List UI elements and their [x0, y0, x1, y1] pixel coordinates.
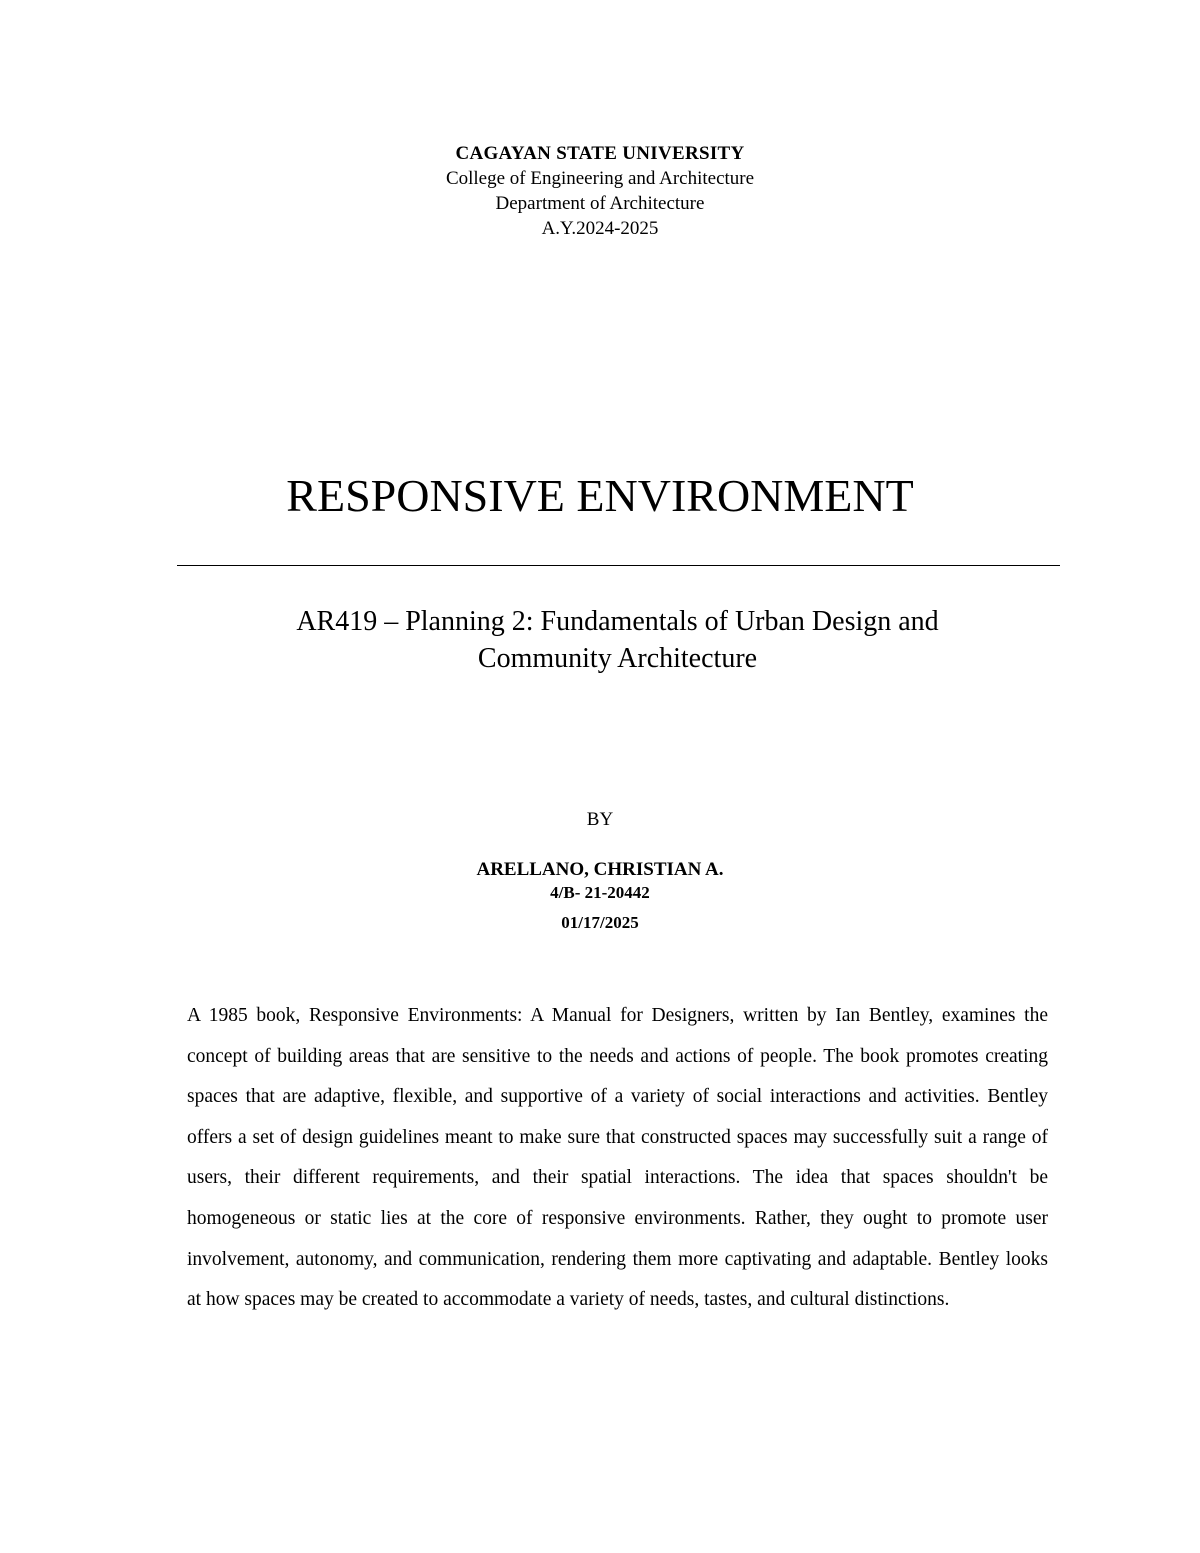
- title-divider: [177, 565, 1060, 566]
- body-paragraph: A 1985 book, Responsive Environments: A Manual for Designers, written by Ian Bentley, examines the concept of building areas that are sensitive to the needs and actions of people. The book promotes creating spaces that are adaptive, flexible, and supportive of a variety of social interactions and activities. Bentley offers a set of design guidelines meant to make sure that constructed spaces may successfully suit a range of users, their different requirements, and their spatial interactions. The idea that spaces shouldn't be homogeneous or static lies at the core of responsive environments. Rather, they ought to promote user involvement, autonomy, and communication, rendering them more captivating and adaptable. Bentley looks at how spaces may be created to accommodate a variety of needs, tastes, and cultural distinctions.: [187, 1005, 1048, 1311]
- college-name: College of Engineering and Architecture: [445, 168, 755, 189]
- author-name: ARELLANO, CHRISTIAN A.: [476, 859, 724, 880]
- institution-header: [0, 142, 1200, 241]
- course-line-1: AR419 – Planning 2: Fundamentals of Urban Design and: [296, 606, 939, 637]
- author-block: [0, 858, 1200, 934]
- student-id: 4/B- 21-20442: [550, 883, 650, 902]
- academic-year: A.Y.2024-2025: [541, 218, 659, 239]
- byline: BY: [586, 809, 614, 830]
- university-name: CAGAYAN STATE UNIVERSITY: [455, 143, 745, 164]
- submission-date: 01/17/2025: [561, 913, 639, 932]
- department-name: Department of Architecture: [495, 193, 705, 214]
- course-subtitle: [200, 603, 1035, 677]
- document-title: RESPONSIVE ENVIRONMENT: [286, 470, 914, 521]
- course-line-2: Community Architecture: [477, 643, 758, 674]
